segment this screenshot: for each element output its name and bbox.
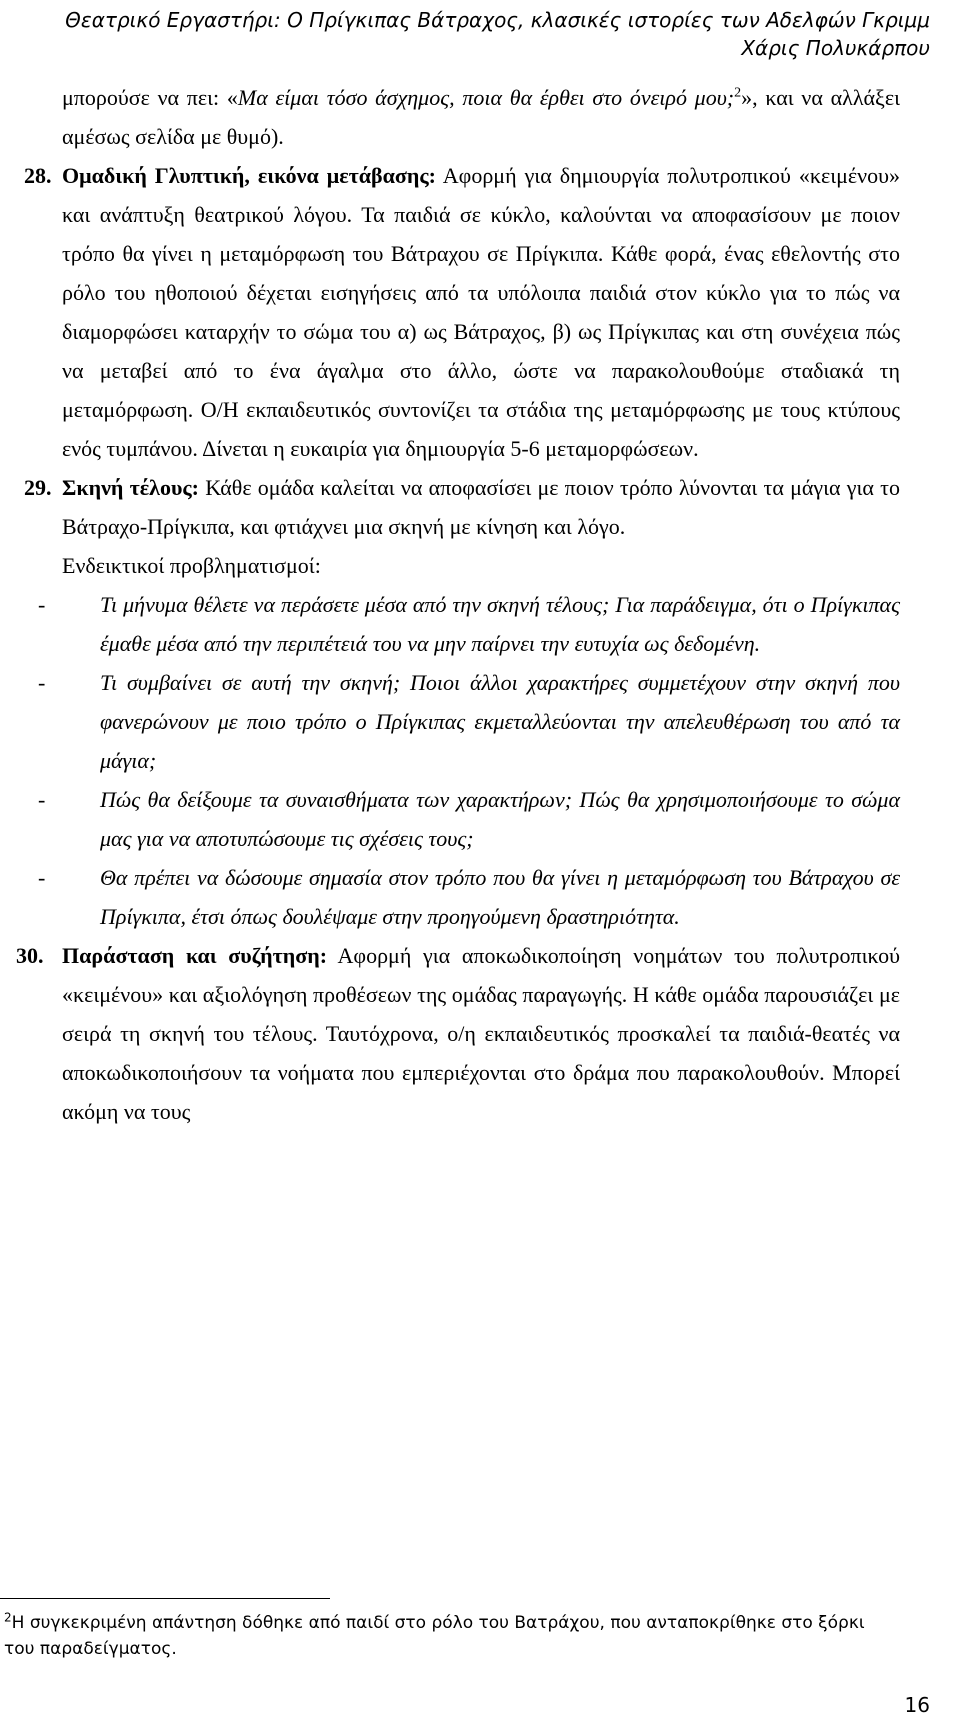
header-title: Θεατρικό Εργαστήρι: Ο Πρίγκιπας Βάτραχος, κλασικές ιστορίες των Αδελφών Γκριμμ [65, 8, 930, 32]
item-number: 28. [24, 163, 52, 188]
item-30 [16, 936, 900, 1131]
item-term: Σκηνή τέλους: [62, 475, 199, 500]
item-29-subhead: Ενδεικτικοί προβληματισμοί: [62, 553, 321, 578]
running-header [0, 6, 960, 62]
footnote-marker: 2 [4, 1610, 12, 1625]
reflection-list [38, 585, 900, 936]
footnote-text: Η συγκεκριμένη απάντηση δόθηκε από παιδί στο ρόλο του Βατράχου, που ανταποκρίθηκε στο ξόρκι του παραδείγματος. [4, 1613, 865, 1659]
footnote-ref[interactable]: 2 [734, 85, 742, 101]
page-number: 16 [904, 1693, 930, 1717]
list-item: - Πώς θα δείξουμε τα συναισθήματα των χαρακτήρων; Πώς θα χρησιμοποιήσουμε το σώμα μας για να αποτυπώσουμε τις σχέσεις τους; [38, 787, 900, 851]
item-28 [24, 156, 900, 468]
item-number: 29. [24, 475, 52, 500]
footnote-separator [0, 1598, 330, 1599]
item-text: Κάθε ομάδα καλείται να αποφασίσει με ποιον τρόπο λύνονται τα μάγια για το Βάτραχο-Πρίγκιπα, και φτιάχνει μια σκηνή με κίνηση και λόγο. [62, 475, 900, 539]
list-item: - Θα πρέπει να δώσουμε σημασία στον τρόπο που θα γίνει η μεταμόρφωση του Βάτραχου σε Πρίγκιπα, έτσι όπως δουλέψαμε στην προηγούμενη δραστηριότητα. [38, 865, 900, 929]
list-item: - Τι μήνυμα θέλετε να περάσετε μέσα από την σκηνή τέλους; Για παράδειγμα, ότι ο Πρίγκιπας έμαθε μέσα από την περιπέτειά του να μην παίρνει την ευτυχία ως δεδομένη. [38, 592, 900, 656]
item-text: Αφορμή για αποκωδικοποίηση νοημάτων του πολυτροπικού «κειμένου» και αξιολόγηση προθέσεων της ομάδας παραγωγής. Η κάθε ομάδα παρουσιάζει με σειρά τη σκηνή του τέλους. Ταυτόχρονα, ο/η εκπαιδευτικός προσκαλεί τα παιδιά-θεατές να αποκωδικοποιήσουν τα νοήματα που εμπεριέχονται στο δράμα που παρακολουθούν. Μπορεί ακόμη να τους [62, 943, 900, 1124]
item-29 [24, 468, 900, 546]
intro-paragraph: μπορούσε να πει: «Μα είμαι τόσο άσχημος, ποια θα έρθει στο όνειρό μου;$^2$», και να αλλάξει αμέσως σελίδα με θυμό). [62, 85, 900, 149]
item-text: Αφορμή για δημιουργία πολυτροπικού «κειμένου» και ανάπτυξη θεατρικού λόγου. Τα παιδιά σε κύκλο, καλούνται να αποφασίσουν με ποιον τρόπο θα γίνει η μεταμόρφωση του Βάτραχου σε Πρίγκιπα. Κάθε φορά, ένας εθελοντής στο ρόλο του ηθοποιού δέχεται εισηγήσεις από τα υπόλοιπα παιδιά στον κύκλο για το πώς να διαμορφώσει καταρχήν το σώμα του α) ως Βάτραχος, β) ως Πρίγκιπας και στη συνέχεια πώς να μεταβεί από το ένα άγαλμα στο άλλο, ώστε να παρακολουθούμε σταδιακά τη μεταμόρφωση. Ο/Η εκπαιδευτικός συντονίζει τα στάδια της μεταμόρφωσης με τους κτύπους ενός τυμπάνου. Δίνεται η ευκαιρία για δημιουργία 5-6 μεταμορφώσεων. [62, 163, 900, 461]
item-term: Ομαδική Γλυπτική, εικόνα μετάβασης: [62, 163, 436, 188]
header-author: Χάρις Πολυκάρπου [741, 36, 930, 60]
page-body [16, 78, 900, 1131]
intro-quote: Μα είμαι τόσο άσχημος, ποια θα έρθει στο όνειρό μου; [237, 85, 735, 110]
list-item: - Τι συμβαίνει σε αυτή την σκηνή; Ποιοι άλλοι χαρακτήρες συμμετέχουν στην σκηνή που φανερώνουν με ποιο τρόπο ο Πρίγκιπας εκμεταλλεύονται την απελευθέρωση του από τα μάγια; [38, 670, 900, 773]
item-number: 30. [16, 943, 44, 968]
item-term: Παράσταση και συζήτηση: [62, 943, 328, 968]
footnote [4, 1610, 900, 1662]
